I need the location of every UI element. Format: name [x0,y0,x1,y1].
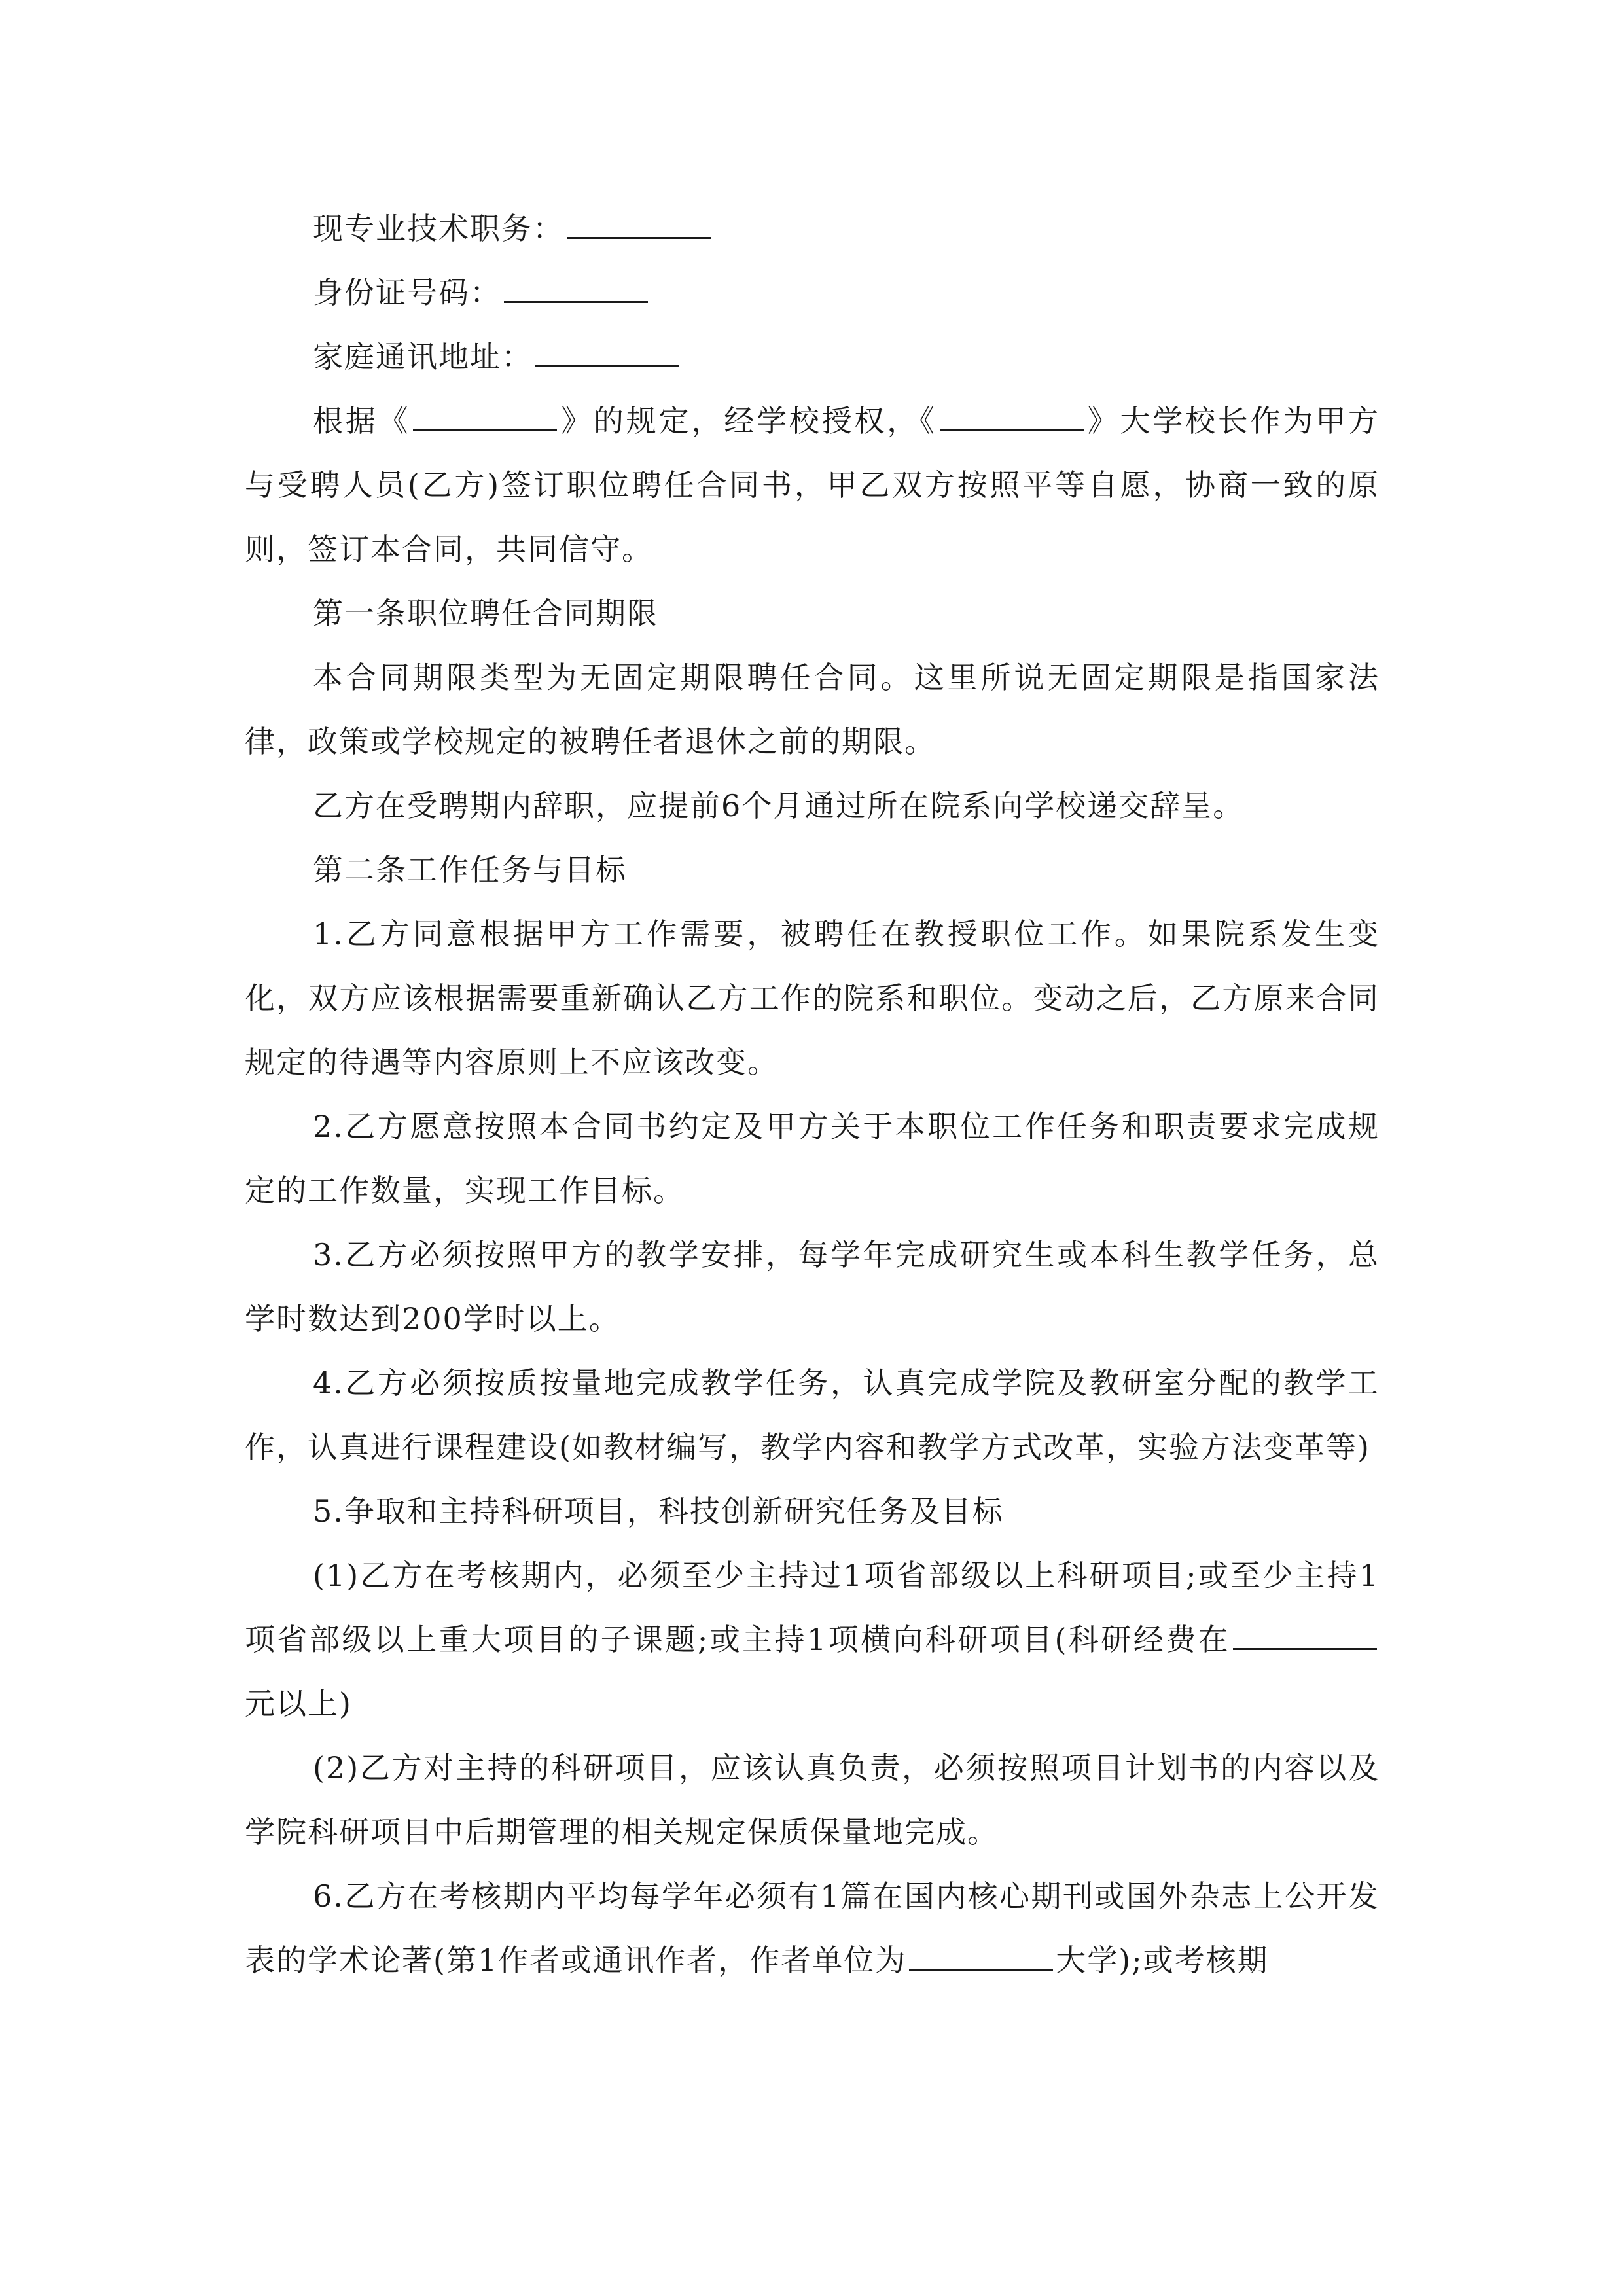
item-6-text: 6.乙方在考核期内平均每学年必须有1篇在国内核心期刊或国外杂志上公开发表的学术论著(第1作者或通讯作者，作者单位为 [245,1878,1380,1978]
field-id-label: 身份证号码： [313,275,501,310]
author-unit-blank [909,1949,1053,1971]
article-2-item-6 [245,1864,1380,1992]
id-number-blank [504,281,648,303]
regulation-name-blank [413,410,557,431]
field-position-label: 现专业技术职务： [313,211,564,246]
article-2-item-3: 3.乙方必须按照甲方的教学安排，每学年完成研究生或本科生教学任务，总学时数达到200学时以上。 [245,1237,1380,1336]
article-2-item-5: 5.争取和主持科研项目，科技创新研究任务及目标 [313,1494,1004,1529]
field-address [245,325,1380,389]
university-name-blank [940,410,1084,431]
field-id-number [245,260,1380,325]
address-blank [535,346,679,367]
intro-text-2: 》的规定，经学校授权，《 [560,403,937,439]
article-1-paragraph-2: 乙方在受聘期内辞职，应提前6个月通过所在院系向学校递交辞呈。 [313,788,1245,823]
field-position [245,196,1380,260]
item-5-1-suffix: 元以上) [245,1686,352,1721]
document-body [245,196,1380,1992]
position-blank [567,217,711,239]
intro-paragraph [245,389,1380,581]
intro-text-1: 根据《 [313,403,411,439]
item-5-1-text: (1)乙方在考核期内，必须至少主持过1项省部级以上科研项目;或至少主持1项省部级以上重大项目的子课题;或主持1项横向科研项目(科研经费在 [245,1558,1380,1657]
article-2-item-4: 4.乙方必须按质按量地完成教学任务，认真完成学院及教研室分配的教学工作，认真进行课程建设(如教材编写，教学内容和教学方式改革，实验方法变革等) [245,1365,1380,1465]
intro-text-3: 》大学校长作为甲方与受聘人员(乙方)签订职位聘任合同书，甲乙双方按照平等自愿，协商一致的原则，签订本合同，共同信守。 [245,403,1380,567]
article-2-item-5-1 [245,1543,1380,1736]
article-1-title: 第一条职位聘任合同期限 [313,596,658,631]
article-2-item-1: 1.乙方同意根据甲方工作需要，被聘任在教授职位工作。如果院系发生变化，双方应该根据需要重新确认乙方工作的院系和职位。变动之后，乙方原来合同规定的待遇等内容原则上不应该改变。 [245,916,1380,1080]
article-2-title: 第二条工作任务与目标 [313,852,627,888]
item-6-suffix: 大学);或考核期 [1056,1943,1269,1978]
article-2-item-2: 2.乙方愿意按照本合同书约定及甲方关于本职位工作任务和职责要求完成规定的工作数量，实现工作目标。 [245,1109,1380,1208]
research-funding-blank [1233,1628,1377,1650]
article-1-paragraph-1: 本合同期限类型为无固定期限聘任合同。这里所说无固定期限是指国家法律，政策或学校规定的被聘任者退休之前的期限。 [245,660,1380,759]
field-address-label: 家庭通讯地址： [313,339,533,374]
article-2-item-5-2: (2)乙方对主持的科研项目，应该认真负责，必须按照项目计划书的内容以及学院科研项目中后期管理的相关规定保质保量地完成。 [245,1750,1380,1850]
